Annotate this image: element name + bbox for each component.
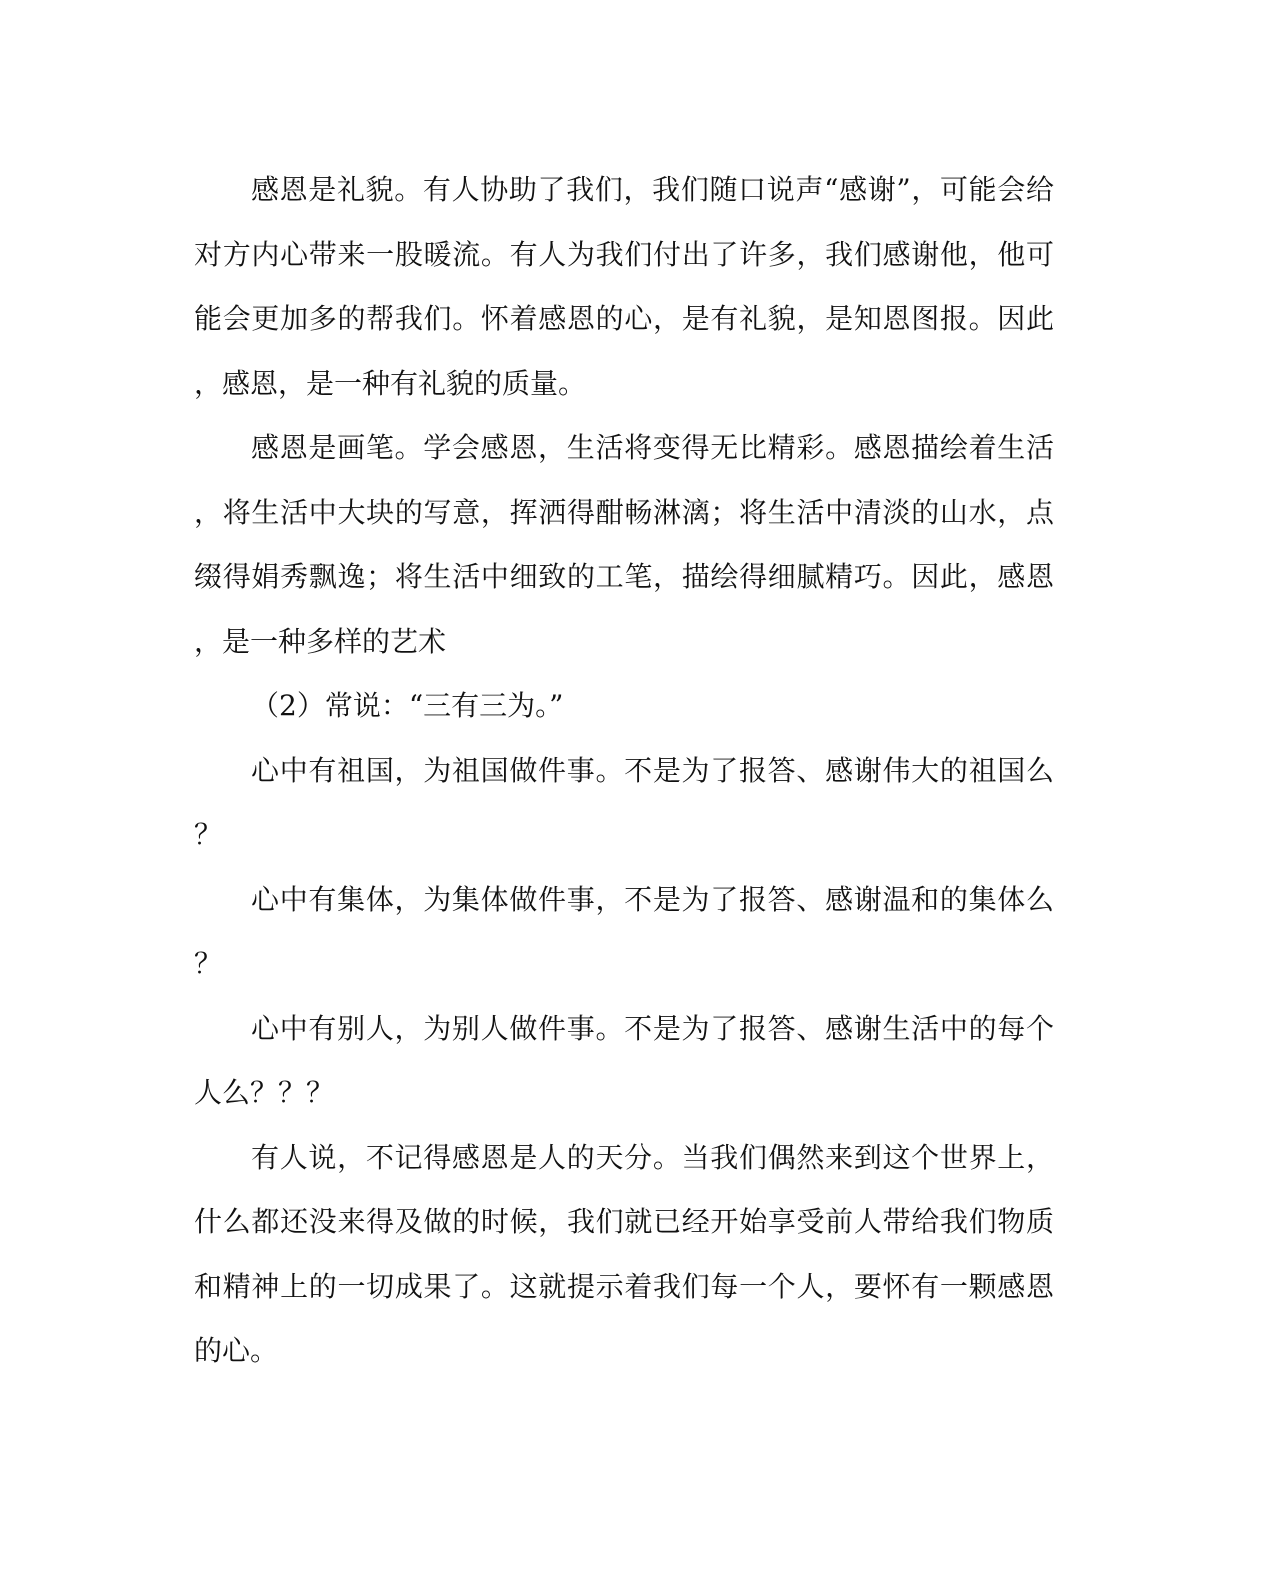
text-line: ，感恩，是一种有礼貌的质量。 <box>194 366 587 400</box>
text-line: 和精神上的一切成果了。这就提示着我们每一个人，要怀有一颗感恩 <box>194 1269 1054 1303</box>
text-line: ，将生活中大块的写意，挥洒得酣畅淋漓；将生活中清淡的山水，点 <box>194 495 1054 529</box>
section-heading: （2）常说：“三有三为。” <box>251 689 564 722</box>
text-line: 有人说，不记得感恩是人的天分。当我们偶然来到这个世界上， <box>251 1140 1054 1174</box>
text-line: ，是一种多样的艺术 <box>194 624 447 658</box>
text-line: 什么都还没来得及做的时候，我们就已经开始享受前人带给我们物质 <box>194 1205 1054 1238</box>
text-line: 的心。 <box>194 1334 279 1367</box>
text-line: 心中有祖国，为祖国做件事。不是为了报答、感谢伟大的祖国么 <box>251 753 1054 787</box>
text-line: 感恩是礼貌。有人协助了我们，我们随口说声“感谢”，可能会给 <box>251 173 1054 206</box>
text-line: 能会更加多的帮我们。怀着感恩的心，是有礼貌，是知恩图报。因此 <box>194 302 1054 335</box>
document-body <box>194 158 1054 1384</box>
text-line: ？ <box>194 947 223 980</box>
text-line: 心中有集体，为集体做件事，不是为了报答、感谢温和的集体么 <box>251 882 1054 916</box>
text-line: ？ <box>194 818 223 851</box>
text-line: 缀得娟秀飘逸；将生活中细致的工笔，描绘得细腻精巧。因此，感恩 <box>194 560 1054 593</box>
text-line: 对方内心带来一股暖流。有人为我们付出了许多，我们感谢他，他可 <box>194 237 1054 271</box>
text-line: 感恩是画笔。学会感恩，生活将变得无比精彩。感恩描绘着生活 <box>251 431 1054 464</box>
text-line: 人么？？？ <box>194 1076 335 1109</box>
text-line: 心中有别人，为别人做件事。不是为了报答、感谢生活中的每个 <box>251 1011 1054 1045</box>
